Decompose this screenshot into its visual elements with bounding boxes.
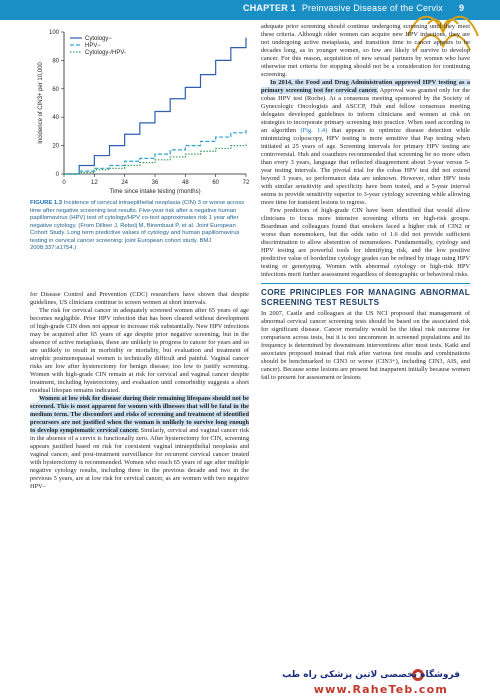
series-line [64, 130, 246, 174]
watermark [0, 664, 500, 700]
figure-caption [30, 200, 250, 253]
right-paragraph-3: Few predictors of high-grade CIN have been identified that would allow clinicians to focus more intensive screening efforts on high-risk groups. Boardman and colleagues found that smokers faced a higher risk of CIN2 or worse than nonsmokers, but the odds ratio of 1.6 did not provide sufficient discrimination to allow abstention of nonsmokers. Fundamentally, cytology and HPV testing are powerful tools for identifying risk, and the low positive predictive value of borderline cytology grades can be refined by triage using HPV testing or genotyping. Women with abnormal cytology or high-risk HPV infections merit further assessment regardless of demographic or behavioral risks. [261, 207, 470, 278]
chapter-number: CHAPTER 1 [243, 3, 296, 13]
y-tick-label: 0 [55, 172, 59, 178]
y-tick-label: 80 [52, 58, 59, 65]
legend-label: HPV− [85, 43, 101, 49]
x-tick-label: 0 [62, 180, 66, 186]
figure-label: FIGURE 1.3 [30, 200, 63, 206]
figure-caption-text: Incidence of cervical intraepithelial neoplasia (CIN) 3 or worse across time after negative screening test results. Five-year risk after a negative human papillomavirus (HPV) test of cytology/HPV co-test approximates risk 1 year after negative cytology. (From Dillner J, Rebolj M, Birembaut P, et al. Joint European Cohort Study. Long term predictive values of cytology and human papillomavirus testing in cervical cancer screening: joint European cohort study. BMJ 2008;337:a1754.) [30, 200, 245, 251]
section-heading: CORE PRINCIPLES FOR MANAGING ABNORMAL SCREENING TEST RESULTS [261, 283, 470, 307]
legend-label: Cytology-/HPV- [85, 50, 127, 56]
right-paragraph-4: In 2007, Castle and colleagues at the US NCI proposed that management of abnormal cervical cancer screening tests should be based on the associated risk for significant disease. Cancer mortality would be the ideal risk outcome for comparison across tests, but it is too uncommon in screened populations and its frequency is determined by downstream interventions after most tests. Katki and associates proposed instead that risk after various test results and combinations should be benchmarked to CIN3 or worse (CIN3+), including CIN3, AIS, and cancer). Because some lesions are present but inapparent initially because women fail to present for assessment or lesions [261, 310, 470, 381]
figure-reference-link[interactable]: (Fig. 1.4) [300, 127, 328, 134]
x-tick-label: 60 [212, 180, 220, 186]
page-number: 9 [458, 3, 464, 13]
watermark-persian-text: فروشگاه تخصصی لاتین پزشکی راه طب [282, 670, 460, 680]
right-paragraph-2-end: that appears to optimize disease detection while minimizing colposcopy, HPV testing is more sensitive that Pap testing when initiated at 25 years of age. Screening intervals for primary HPV testing are controversial. Huh and coauthors recommended that screening be no more often than every 3 years, language that reflected disagreement about 3-year versus 5-year testing intervals. The pivotal trial for the cobas HPV test did not extend beyond 3 years, so performance data are unknown. However, other HPV tests with similar sensitivity and specificity have been tested, and a 5-year interval seems to provide sensitivity superior to 3-year cytology screening while allowing more time for transient lesions to regress. [261, 127, 470, 206]
y-tick-label: 100 [48, 30, 59, 36]
cin3-incidence-chart [30, 26, 252, 196]
y-axis-label: Incidence of CIN3+ per 10,000 [38, 62, 44, 144]
left-paragraph-3 [30, 395, 249, 491]
watermark-url[interactable]: www.RaheTeb.com [313, 683, 448, 696]
left-column [30, 291, 249, 491]
right-paragraph-2-rest: Approval was granted only for the cobas HPV test (Roche). At a consensus meeting sponsored by the Society of Gynecologic Oncologists and ASCCP, Huh and fellow consensus meeting delegates developed guidelines to inform clinicians and women at risk on strategies to incorporate primary screening into practice. When used according to an algorithm [261, 87, 470, 134]
y-tick-label: 20 [52, 143, 59, 150]
highlighted-text: Women at low risk for disease during their remaining lifespans should not be screened. This is most apparent for women with illnesses that will be fatal in the medium term. The discomfort and risks of screening and treatment of identified precursors are not justified when the woman is unlikely to survive long enough to develop symptomatic cervical cancer. [30, 395, 249, 434]
highlighted-text: In 2014, the Food and Drug Administration approved HPV testing as a primary screening test for cervical cancer. [261, 79, 470, 94]
right-paragraph-2 [261, 79, 470, 207]
series-line [64, 143, 246, 174]
left-paragraph-1: for Disease Control and Prevention (CDC) researchers have shown that despite guidelines, US clinicians continue to screen women at short intervals. [30, 291, 249, 306]
right-paragraph-1: adequate prior screening should continue undergoing screening until they meet these criteria. Although older women can acquire new HPV infections, they are not undergoing active metaplasia, and transition time to cancer appears to be decades long, as in younger women, so few are likely to survive to develop cancer. For this reason, acquisition of new sexual partners by women who have otherwise met criteria for stopping should not be a consideration for continuing screening. [261, 23, 470, 78]
legend-label: Cytology− [85, 36, 112, 42]
x-tick-label: 12 [90, 180, 98, 186]
x-tick-label: 24 [121, 180, 129, 186]
x-tick-label: 72 [242, 180, 250, 186]
x-tick-label: 36 [151, 180, 159, 186]
left-paragraph-2: The risk for cervical cancer in adequately screened women after 65 years of age becomes negligible. Prior HPV infection that has been cleared without development of high-grade CIN does not appear to increase risk substantially. New HPV infections may be acquired after 65 years of age despite prior negative screening, but in the absence of active metaplasia, these are unlikely to progress to cancer for years and so are unlikely to result in morbidity or mortality, but evaluation and treatment of atrophic postmenopausal women is technically difficult and painful. Vaginal cancer risks are low after hysterectomy for benign disease; too low to justify screening. Women with high-grade CIN remain at risk for cervical and vaginal cancer despite treatment, including hysterectomy, and evaluation until comorbidity suggests a short residual lifespan remains indicated. [30, 307, 249, 394]
chapter-title: Preinvasive Disease of the Cervix [301, 3, 443, 13]
left-paragraph-3-rest: Similarly, cervical and vaginal cancer risk in the absence of a cervix is functionally zero. After hysterectomy for CIN, screening appears justified based on risk for coexistent vaginal intraepithelial neoplasia and vaginal cancer, and post-treatment surveillance for recurrent cervical cancer treated with hysterectomy is recommended. Women who reach 65 years of age after multiple negative cytology results, including three in the previous decade and two in the previous 5 years, are at low risk for cervical cancer, as are women with two negative HPV– [30, 427, 249, 490]
x-tick-label: 48 [181, 180, 189, 186]
y-tick-label: 60 [52, 86, 59, 93]
right-column [261, 23, 470, 382]
x-axis-label: Time since intake testing (months) [109, 189, 201, 195]
y-tick-label: 40 [52, 115, 59, 122]
